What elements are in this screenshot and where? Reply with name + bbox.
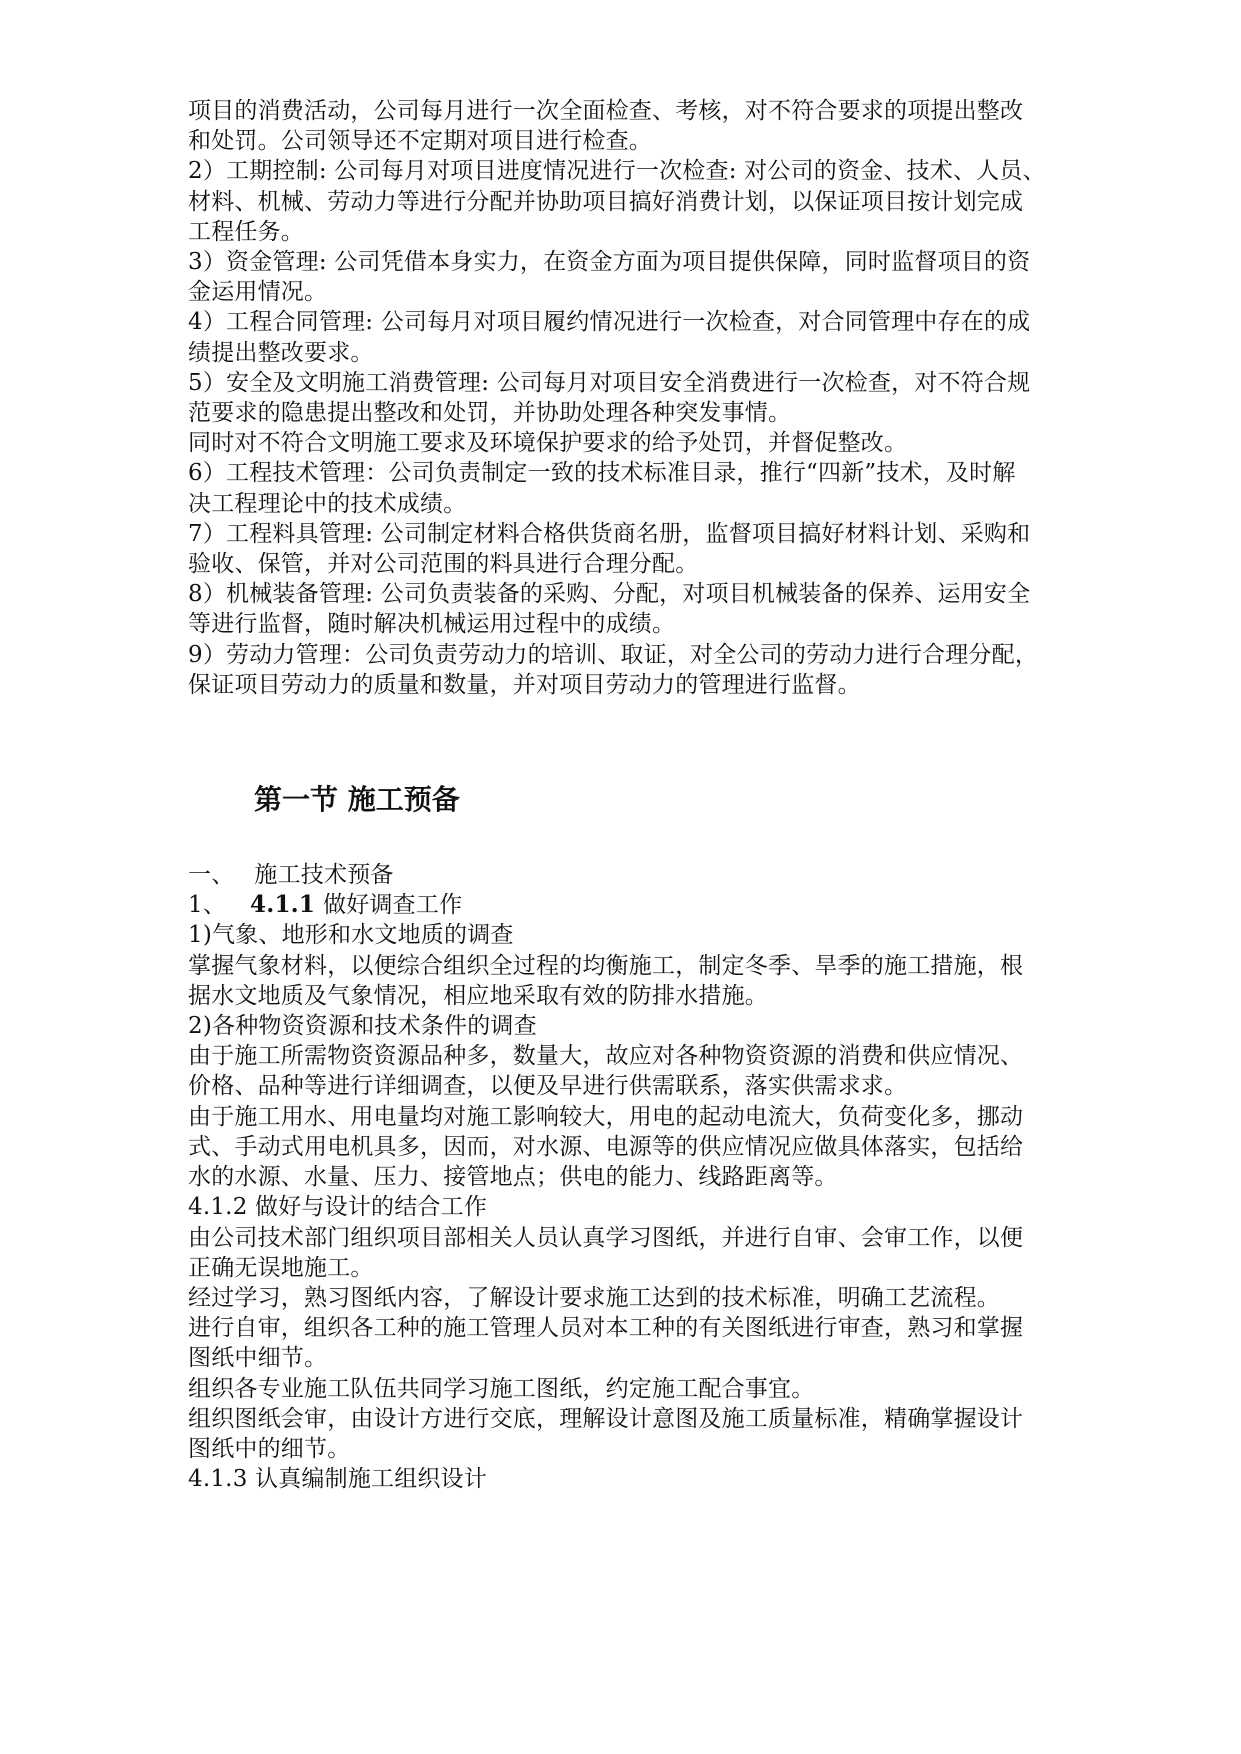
text-line: 进行自审，组织各工种的施工管理人员对本工种的有关图纸进行审查，熟习和掌握 [188,1315,1024,1342]
paragraph-block-management [188,96,1088,700]
subheading-text: 做好调查工作 [323,892,463,919]
text-line: 4.1.3 认真编制施工组织设计 [188,1466,488,1493]
subheading-text: 施工技术预备 [254,862,394,889]
text-line: 由于施工用水、用电量均对施工影响较大，用电的起动电流大，负荷变化多，挪动 [188,1103,1024,1130]
text-line: 图纸中细节。 [188,1345,328,1372]
text-line: 水的水源、水量、压力、接管地点；供电的能力、线路距离等。 [188,1164,838,1191]
subheading-survey-work [188,890,1088,920]
text-line: 由公司技术部门组织项目部相关人员认真学习图纸，并进行自审、会审工作，以便 [188,1224,1024,1251]
text-line: 5）安全及文明施工消费管理: 公司每月对项目安全消费进行一次检查，对不符合规 [188,369,1031,396]
subheading-construction-tech-prep [188,860,1088,890]
text-line: 由于施工所需物资资源品种多，数量大，故应对各种物资资源的消费和供应情况、 [188,1043,1024,1070]
text-line: 同时对不符合文明施工要求及环境保护要求的给予处罚，并督促整改。 [188,430,908,457]
text-line: 决工程理论中的技术成绩。 [188,490,467,517]
subheading-prefix: 一、 [188,862,235,889]
text-line: 4）工程合同管理: 公司每月对项目履约情况进行一次检查，对合同管理中存在的成 [188,309,1031,336]
text-line: 范要求的隐患提出整改和处罚，并协助处理各种突发事情。 [188,400,792,427]
text-line: 组织各专业施工队伍共同学习施工图纸，约定施工配合事宜。 [188,1375,815,1402]
text-line: 据水文地质及气象情况，相应地采取有效的防排水措施。 [188,982,768,1009]
text-line: 组织图纸会审，由设计方进行交底，理解设计意图及施工质量标准，精确掌握设计 [188,1405,1024,1432]
section-title: 第一节 施工预备 [254,783,460,817]
text-line: 价格、品种等进行详细调查，以便及早进行供需联系，落实供需求求。 [188,1073,908,1100]
text-line: 式、手动式用电机具多，因而，对水源、电源等的供应情况应做具体落实，包括给 [188,1133,1024,1160]
text-line: 经过学习，熟习图纸内容，了解设计要求施工达到的技术标准，明确工艺流程。 [188,1284,1000,1311]
subheading-prefix: 1、 [188,892,227,919]
text-line: 6）工程技术管理：公司负责制定一致的技术标准目录，推行“四新”技术，及时解 [188,460,1016,487]
text-line: 8）机械装备管理: 公司负责装备的采购、分配，对项目机械装备的保养、运用安全 [188,581,1031,608]
text-line: 1)气象、地形和水文地质的调查 [188,922,514,949]
text-line: 工程任务。 [188,218,304,245]
text-line: 金运用情况。 [188,279,328,306]
document-page [188,96,1088,1494]
text-line: 验收、保管，并对公司范围的料具进行合理分配。 [188,551,699,578]
text-line: 4.1.2 做好与设计的结合工作 [188,1194,488,1221]
text-line: 保证项目劳动力的质量和数量，并对项目劳动力的管理进行监督。 [188,671,861,698]
text-line: 掌握气象材料，以便综合组织全过程的均衡施工，制定冬季、旱季的施工措施，根 [188,952,1024,979]
text-line: 9）劳动力管理：公司负责劳动力的培训、取证，对全公司的劳动力进行合理分配， [188,641,1039,668]
text-line: 图纸中的细节。 [188,1435,351,1462]
text-line: 3）资金管理: 公司凭借本身实力，在资金方面为项目提供保障，同时监督项目的资 [188,249,1031,276]
text-line: 2)各种物资资源和技术条件的调查 [188,1013,537,1040]
text-line: 和处罚。公司领导还不定期对项目进行检查。 [188,128,652,155]
text-line: 材料、机械、劳动力等进行分配并协助项目搞好消费计划，以保证项目按计划完成 [188,188,1024,215]
text-line: 绩提出整改要求。 [188,339,374,366]
paragraph-block-preparation [188,920,1088,1494]
text-line: 正确无误地施工。 [188,1254,374,1281]
text-line: 项目的消费活动，公司每月进行一次全面检查、考核，对不符合要求的项提出整改 [188,98,1024,124]
text-line: 7）工程料具管理: 公司制定材料合格供货商名册，监督项目搞好材料计划、采购和 [188,520,1031,547]
text-line: 等进行监督，随时解决机械运用过程中的成绩。 [188,611,676,638]
text-line: 2）工期控制: 公司每月对项目进度情况进行一次检查: 对公司的资金、技术、人员、 [188,158,1046,185]
section-number: 4.1.1 [250,891,316,919]
